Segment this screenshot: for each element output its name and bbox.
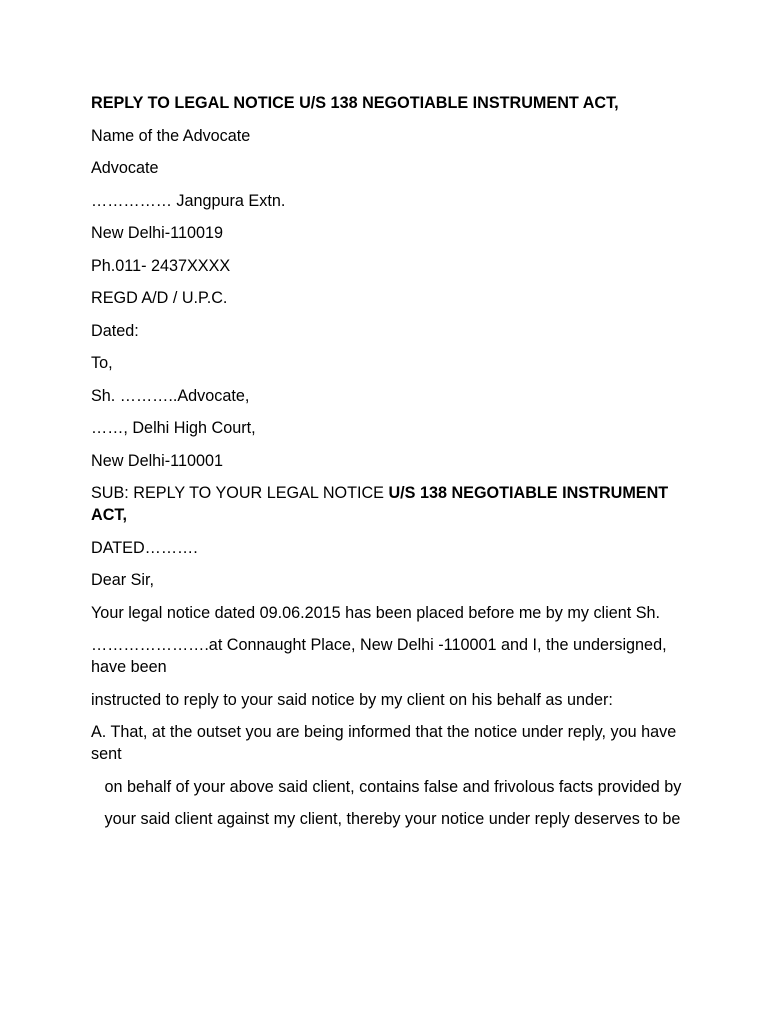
subject-line bbox=[91, 482, 691, 526]
recipient-name: Sh. ………..Advocate, bbox=[91, 386, 250, 405]
subject-prefix: SUB: REPLY TO YOUR LEGAL NOTICE bbox=[91, 484, 389, 502]
dated-label: Dated: bbox=[91, 321, 139, 340]
sender-designation: Advocate bbox=[91, 159, 159, 177]
body-paragraph: A. That, at the outset you are being informed that the notice under reply, you have sent bbox=[91, 723, 681, 763]
body-paragraph: on behalf of your above said client, contains false and frivolous facts provided by bbox=[91, 777, 682, 796]
sender-address: …………… Jangpura Extn. bbox=[91, 191, 286, 210]
recipient-to: To, bbox=[91, 354, 113, 372]
recipient-city: New Delhi-110001 bbox=[91, 451, 223, 470]
body-paragraph: Your legal notice dated 09.06.2015 has been placed before me by my client Sh. bbox=[91, 603, 661, 622]
body-paragraph: ………………….at Connaught Place, New Delhi -110001 and I, the undersigned, have been bbox=[91, 636, 672, 676]
document-page bbox=[91, 92, 691, 841]
document-title: REPLY TO LEGAL NOTICE U/S 138 NEGOTIABLE INSTRUMENT ACT, bbox=[91, 94, 619, 112]
salutation: Dear Sir, bbox=[91, 571, 154, 589]
body-paragraph: your said client against my client, thereby your notice under reply deserves to be bbox=[91, 810, 681, 828]
subject-bold: U/S 138 NEGOTIABLE INSTRUMENT ACT, bbox=[91, 484, 673, 524]
delivery-mode: REGD A/D / U.P.C. bbox=[91, 289, 228, 307]
sender-phone: Ph.011- 2437XXXX bbox=[91, 256, 231, 275]
sender-city: New Delhi-110019 bbox=[91, 224, 223, 242]
body-paragraph: instructed to reply to your said notice by my client on his behalf as under: bbox=[91, 690, 613, 709]
subject-dated: DATED………. bbox=[91, 538, 198, 557]
recipient-address: ……, Delhi High Court, bbox=[91, 419, 256, 437]
sender-name: Name of the Advocate bbox=[91, 126, 251, 145]
